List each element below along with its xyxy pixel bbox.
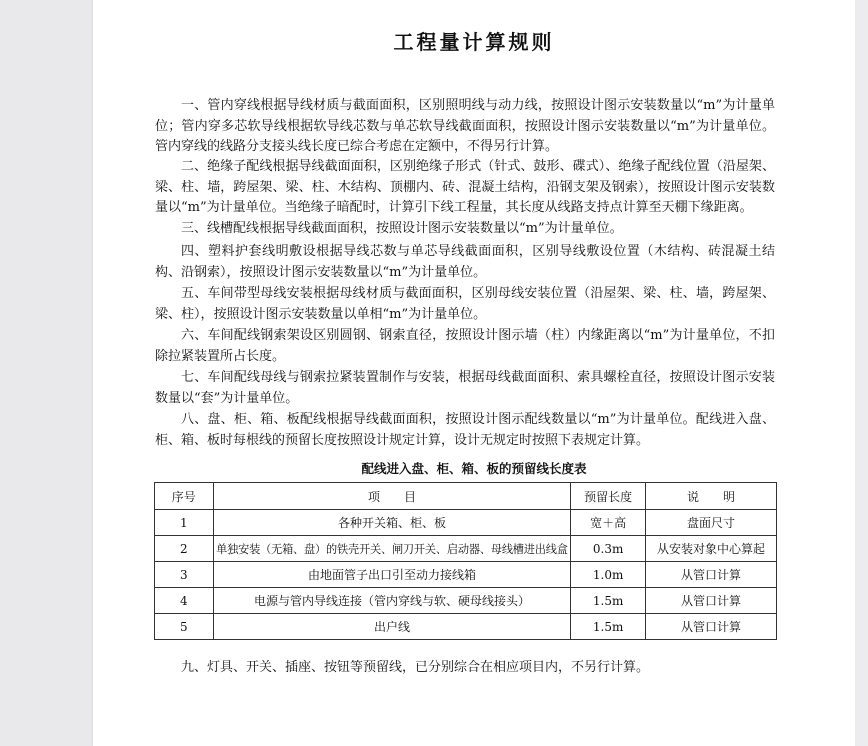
viewer-background (855, 0, 868, 746)
reserve-length-table (154, 482, 777, 640)
paragraph-9: 九、灯具、开关、插座、按钮等预留线，已分别综合在相应项目内，不另行计算。 (181, 660, 650, 675)
cell-reserve-length: 0.3m (571, 536, 646, 562)
cell-index: 5 (155, 614, 214, 640)
header-item: 项 目 (213, 483, 571, 510)
cell-note: 从安装对象中心算起 (645, 536, 776, 562)
cell-note: 从管口计算 (645, 562, 776, 588)
paragraph-3: 三、线槽配线根据导线截面面积，按照设计图示安装数量以“m”为计量单位。 (181, 221, 623, 236)
header-note: 说 明 (645, 483, 776, 510)
cell-item: 由地面管子出口引至动力接线箱 (213, 562, 571, 588)
cell-index: 2 (155, 536, 214, 562)
cell-note: 从管口计算 (645, 588, 776, 614)
document-page (93, 0, 855, 746)
table-row (155, 536, 777, 562)
header-reserve-length: 预留长度 (571, 483, 646, 510)
page-title: 工程量计算规则 (393, 30, 555, 54)
cell-item: 出户线 (213, 614, 571, 640)
cell-index: 1 (155, 510, 214, 536)
table-row (155, 562, 777, 588)
cell-index: 4 (155, 588, 214, 614)
header-index: 序号 (155, 483, 214, 510)
cell-reserve-length: 宽＋高 (571, 510, 646, 536)
cell-item: 单独安装（无箱、盘）的铁壳开关、闸刀开关、启动器、母线槽进出线盒 (213, 536, 571, 562)
cell-note: 盘面尺寸 (645, 510, 776, 536)
cell-reserve-length: 1.5m (571, 614, 646, 640)
table-title: 配线进入盘、柜、箱、板的预留线长度表 (361, 461, 587, 476)
table-row (155, 588, 777, 614)
table-row (155, 510, 777, 536)
cell-item: 各种开关箱、柜、板 (213, 510, 571, 536)
table-row (155, 614, 777, 640)
table-header-row (155, 483, 777, 510)
cell-item: 电源与管内导线连接（管内穿线与软、硬母线接头） (213, 588, 571, 614)
paragraph-4: 四、塑料护套线明敷设根据导线芯数与单芯导线截面面积，区别导线敷设位置（木结构、砖混凝土结构、沿钢索），按照设计图示安装数量以“m”为计量单位。 (155, 244, 775, 280)
cell-index: 3 (155, 562, 214, 588)
paragraph-6: 六、车间配线钢索架设区别圆钢、钢索直径，按照设计图示墙（柱）内缘距离以“m”为计量单位，不扣除拉紧装置所占长度。 (155, 328, 775, 364)
cell-reserve-length: 1.5m (571, 588, 646, 614)
paragraph-1: 一、管内穿线根据导线材质与截面面积，区别照明线与动力线，按照设计图示安装数量以“m”为计量单位；管内穿多芯软导线根据软导线芯数与单芯软导线截面面积，按照设计图示安装数量以“m”为计量单位。管内穿线的线路分支接头线长度已综合考虑在定额中，不得另行计算。 (155, 98, 775, 154)
paragraph-8: 八、盘、柜、箱、板配线根据导线截面面积，按照设计图示配线数量以“m”为计量单位。配线进入盘、柜、箱、板时每根线的预留长度按照设计规定计算，设计无规定时按照下表规定计算。 (155, 412, 775, 448)
cell-note: 从管口计算 (645, 614, 776, 640)
cell-reserve-length: 1.0m (571, 562, 646, 588)
paragraph-7: 七、车间配线母线与钢索拉紧装置制作与安装，根据母线截面面积、索具螺栓直径，按照设计图示安装数量以“套”为计量单位。 (155, 370, 775, 406)
paragraph-5: 五、车间带型母线安装根据母线材质与截面面积，区别母线安装位置（沿屋架、梁、柱、墙，跨屋架、梁、柱），按照设计图示安装数量以单相“m”为计量单位。 (155, 286, 775, 322)
paragraph-2: 二、绝缘子配线根据导线截面面积，区别绝缘子形式（针式、鼓形、碟式）、绝缘子配线位置（沿屋架、梁、柱、墙，跨屋架、梁、柱、木结构、顶棚内、砖、混凝土结构，沿钢支架及钢索），按照设计图示安装数量以“m”为计量单位。当绝缘子暗配时，计算引下线工程量，其长度从线路支持点计算至天棚下缘距离。 (155, 159, 775, 215)
